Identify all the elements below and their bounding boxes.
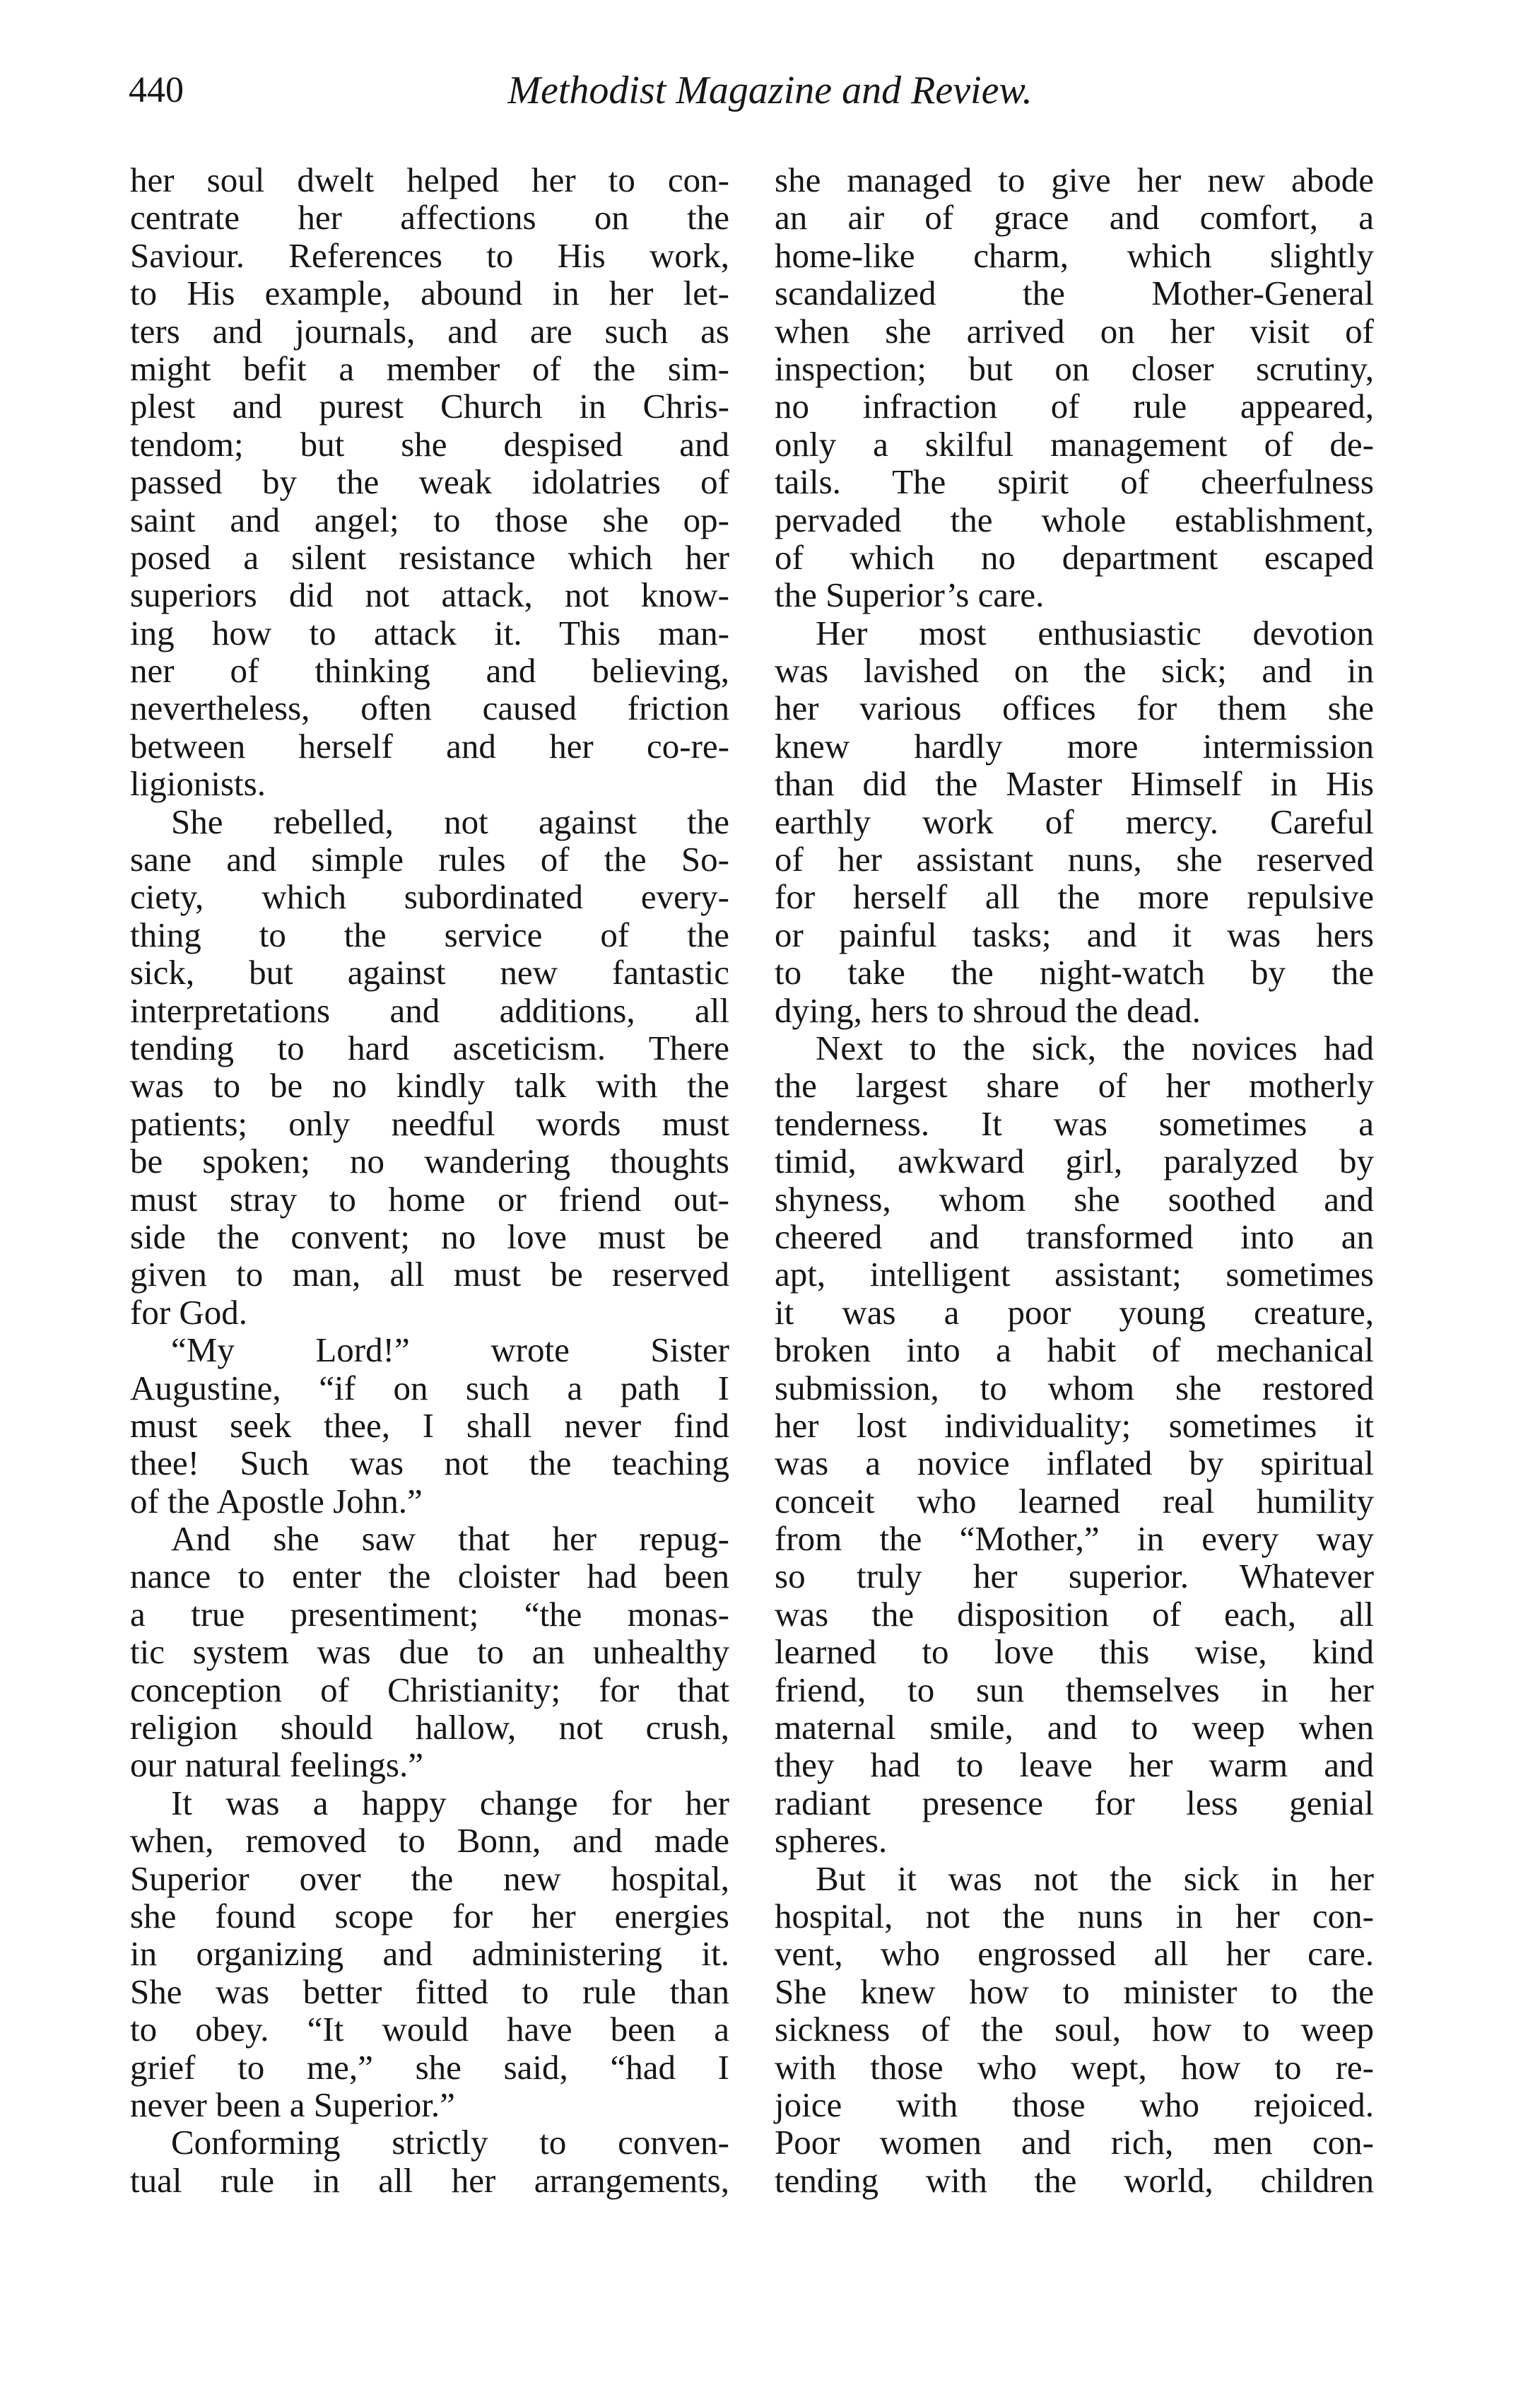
text-line: her various offices for them she [775,689,1374,728]
left-column [130,161,729,2199]
text-line: hospital, not the nuns in her con- [775,1896,1374,1935]
text-line: vent, who engrossed all her care. [775,1934,1374,1974]
text-line: our natural feelings.” [130,1745,423,1785]
page-header [129,62,1411,119]
text-line: ing how to attack it. This man- [130,613,729,652]
text-line: conception of Christianity; for that [130,1670,729,1709]
text-line: an air of grace and comfort, a [775,198,1374,238]
text-line: But it was not the sick in her [816,1858,1374,1898]
text-line: so truly her superior. Whatever [775,1557,1374,1596]
text-line: the largest share of her motherly [775,1066,1374,1106]
text-line: the Superior’s care. [775,575,1045,615]
text-line: shyness, whom she soothed and [775,1179,1374,1219]
text-line: sick, but against new fantastic [130,953,729,992]
text-line: only a skilful management of de- [775,424,1374,464]
text-line: joice with those who rejoiced. [775,2085,1374,2124]
text-line: never been a Superior.” [130,2085,455,2124]
text-line: tual rule in all her arrangements, [130,2160,729,2200]
text-line: submission, to whom she restored [775,1368,1374,1407]
text-line: grief to me,” she said, “had I [130,2047,729,2087]
text-line: superiors did not attack, not know- [130,575,729,615]
text-line: inspection; but on closer scrutiny, [775,348,1374,388]
text-line: maternal smile, and to weep when [775,1708,1374,1747]
text-line: be spoken; no wandering thoughts [130,1142,729,1181]
text-line: a true presentiment; “the monas- [130,1594,729,1634]
text-line: for God. [130,1292,248,1332]
text-line: to His example, abound in her let- [130,274,729,313]
text-line: Superior over the new hospital, [130,1858,729,1898]
text-line: between herself and her co-re- [130,726,729,766]
text-line: timid, awkward girl, paralyzed by [775,1142,1374,1181]
text-line: spheres. [775,1821,888,1861]
text-line: home-like charm, which slightly [775,235,1374,275]
text-line: cheered and transformed into an [775,1217,1374,1256]
text-line: it was a poor young creature, [775,1292,1374,1332]
text-line: learned to love this wise, kind [775,1632,1374,1672]
text-line: her lost individuality; sometimes it [775,1405,1374,1445]
text-line: She knew how to minister to the [775,1972,1374,2011]
text-line: was to be no kindly talk with the [130,1066,729,1106]
text-line: given to man, all must be reserved [130,1255,729,1294]
text-line: thing to the service of the [130,915,729,954]
text-line: of her assistant nuns, she reserved [775,840,1374,879]
text-line: tic system was due to an unhealthy [130,1632,729,1672]
text-line: tending with the world, children [775,2160,1374,2200]
text-line: posed a silent resistance which her [130,537,729,577]
text-line: from the “Mother,” in every way [775,1519,1374,1559]
text-line: sane and simple rules of the So- [130,840,729,879]
text-line: Saviour. References to His work, [130,235,729,275]
text-line: And she saw that her repug- [171,1519,729,1559]
text-line: might befit a member of the sim- [130,348,729,388]
text-line: scandalized the Mother-General [775,274,1374,313]
text-line: was the disposition of each, all [775,1594,1374,1634]
text-line: ciety, which subordinated every- [130,877,729,917]
text-line: they had to leave her warm and [775,1745,1374,1785]
text-line: broken into a habit of mechanical [775,1330,1374,1370]
text-line: or painful tasks; and it was hers [775,915,1374,954]
text-line: knew hardly more intermission [775,726,1374,766]
text-line: ters and journals, and are such as [130,311,729,351]
text-line: must stray to home or friend out- [130,1179,729,1219]
running-title: Methodist Magazine and Review. [507,69,1033,112]
text-line: conceit who learned real humility [775,1481,1374,1521]
text-line: “My Lord!” wrote Sister [171,1330,729,1370]
text-line: Conforming strictly to conven- [171,2123,729,2162]
text-line: her soul dwelt helped her to con- [130,160,729,199]
right-column [775,161,1374,2199]
text-line: for herself all the more repulsive [775,877,1374,917]
text-line: of the Apostle John.” [130,1481,423,1521]
text-line: Augustine, “if on such a path I [130,1368,729,1407]
text-line: Her most enthusiastic devotion [816,613,1374,652]
text-line: was lavished on the sick; and in [775,651,1374,691]
text-line: apt, intelligent assistant; sometimes [775,1255,1374,1294]
text-line: interpretations and additions, all [130,990,729,1030]
text-line: nevertheless, often caused friction [130,689,729,728]
text-line: It was a happy change for her [171,1783,729,1822]
text-line: to take the night-watch by the [775,953,1374,992]
text-line: centrate her affections on the [130,198,729,238]
text-line: tails. The spirit of cheerfulness [775,462,1374,502]
text-line: side the convent; no love must be [130,1217,729,1256]
text-line: friend, to sun themselves in her [775,1670,1374,1709]
text-line: saint and angel; to those she op- [130,500,729,539]
text-line: dying, hers to shroud the dead. [775,990,1201,1030]
text-line: tenderness. It was sometimes a [775,1103,1374,1143]
text-line: ligionists. [130,764,266,804]
text-line: with those who wept, how to re- [775,2047,1374,2087]
text-line: Next to the sick, the novices had [816,1028,1374,1067]
text-line: of which no department escaped [775,537,1374,577]
text-line: to obey. “It would have been a [130,2010,729,2049]
text-line: radiant presence for less genial [775,1783,1374,1822]
text-line: no infraction of rule appeared, [775,387,1374,426]
text-line: pervaded the whole establishment, [775,500,1374,539]
text-line: was a novice inflated by spiritual [775,1443,1374,1483]
text-line: nance to enter the cloister had been [130,1557,729,1596]
text-line: she found scope for her energies [130,1896,729,1935]
page-number: 440 [129,70,184,110]
text-line: earthly work of mercy. Careful [775,802,1374,841]
text-line: She rebelled, not against the [171,802,729,841]
text-line: religion should hallow, not crush, [130,1708,729,1747]
text-line: passed by the weak idolatries of [130,462,729,502]
text-line: ner of thinking and believing, [130,651,729,691]
text-line: plest and purest Church in Chris- [130,387,729,426]
text-line: thee! Such was not the teaching [130,1443,729,1483]
text-line: when, removed to Bonn, and made [130,1821,729,1861]
text-line: she managed to give her new abode [775,160,1374,199]
text-line: Poor women and rich, men con- [775,2123,1374,2162]
text-line: sickness of the soul, how to weep [775,2010,1374,2049]
text-line: must seek thee, I shall never find [130,1405,729,1445]
text-line: patients; only needful words must [130,1103,729,1143]
text-line: tendom; but she despised and [130,424,729,464]
text-line: She was better fitted to rule than [130,1972,729,2011]
text-line: than did the Master Himself in His [775,764,1374,804]
text-line: when she arrived on her visit of [775,311,1374,351]
text-line: tending to hard asceticism. There [130,1028,729,1067]
text-line: in organizing and administering it. [130,1934,729,1974]
